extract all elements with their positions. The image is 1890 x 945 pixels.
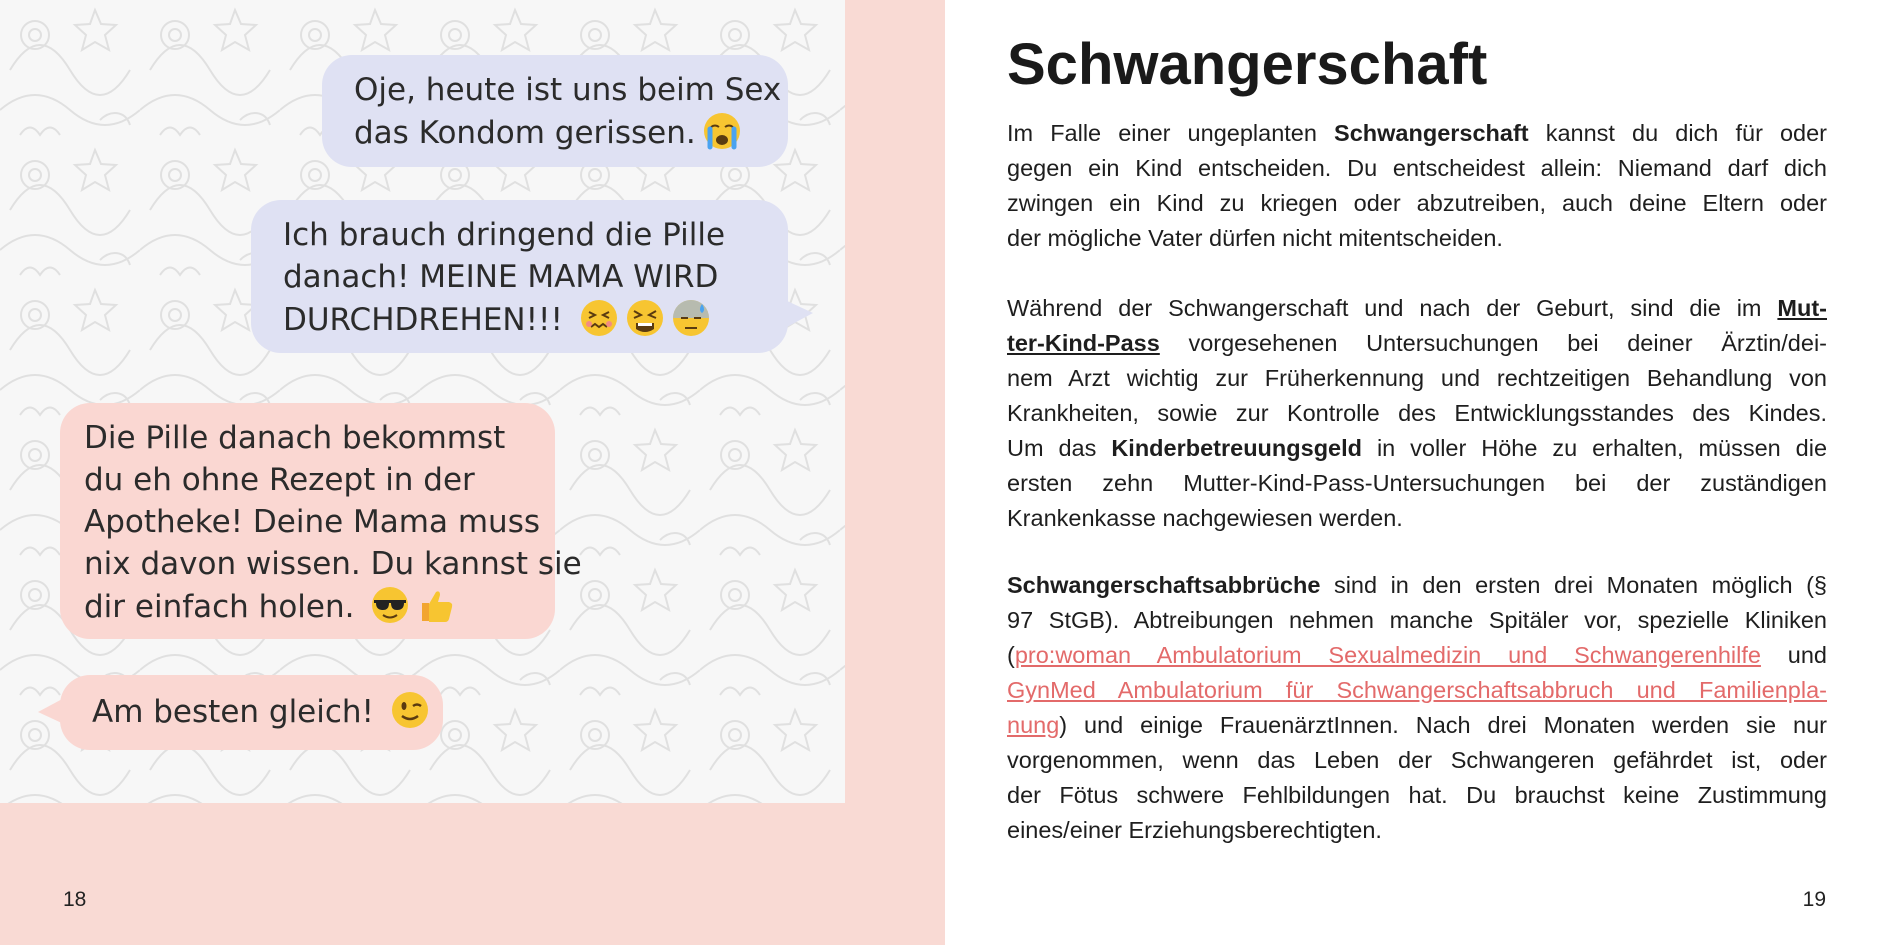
text-span: Im Falle einer ungeplanten [1007,120,1317,146]
downcast-sweat-face-icon [671,298,711,338]
winking-face-icon [390,690,430,730]
bubble-tail-sent [785,300,815,330]
message-text: Am besten gleich! [92,694,374,730]
text-span: kannst du dich für oder [1545,120,1828,146]
thumbs-up-icon [416,585,456,625]
chat-message-sent [251,200,788,353]
text-line: der Fötus schwere Fehlbildungen hat. Du brauchst keine Zustimmung [1007,782,1827,808]
paragraph-mutter-kind-pass [1007,291,1827,536]
chat-message-received [60,675,443,750]
message-text: Apotheke! Deine Mama muss [84,504,540,540]
text-line: der mögliche Vater dürfen nicht mitentscheiden. [1007,225,1503,251]
bold-term: Schwangerschaft [1334,120,1529,146]
paragraph-abortion [1007,568,1827,848]
chat-background [0,0,845,803]
text-span: in voller Höhe zu erhalten, müssen die [1376,435,1828,461]
sunglasses-face-icon [370,585,410,625]
text-line: zwingen ein Kind zu kriegen oder abzutreiben, auch deine Eltern oder [1007,190,1827,216]
message-text: das Kondom gerissen. [354,115,696,151]
bold-term: Kinderbetreuungsgeld [1111,435,1362,461]
prowoman-clinic-link[interactable]: pro:woman Ambulatorium Sexualmedizin und Schwangerenhilfe [1014,642,1761,668]
text-span: und [1787,642,1827,668]
text-span: sind in den ersten drei Monaten möglich (§ [1333,572,1827,598]
paragraph-decision [1007,116,1827,256]
right-page [945,0,1890,945]
mutter-kind-pass-term: Mut- [1777,295,1827,321]
page-title: Schwangerschaft [1007,32,1488,97]
text-span: vorgesehenen Untersuchungen bei deiner Ärztin/dei- [1188,330,1827,356]
gynmed-clinic-link[interactable]: GynMed Ambulatorium für Schwangerschaftsabbruch und Familienpla- [1007,677,1827,703]
text-line: Krankheiten, sowie zur Kontrolle des Entwicklungsstandes des Kindes. [1007,400,1827,426]
message-text: dir einfach holen. [84,589,355,625]
text-line: Krankenkasse nachgewiesen werden. [1007,505,1403,531]
text-span: Während der Schwangerschaft und nach der Geburt, sind die im [1007,295,1762,321]
text-span: ( [1007,642,1015,668]
message-text: danach! MEINE MAMA WIRD [283,259,719,295]
text-line: nem Arzt wichtig zur Früherkennung und rechtzeitigen Behandlung von [1007,365,1827,391]
text-line: 97 StGB). Abtreibungen nehmen manche Spitäler vor, spezielle Kliniken [1007,607,1827,633]
message-text: DURCHDREHEN!!! [283,302,563,338]
text-span: Um das [1007,435,1097,461]
text-line: vorgenommen, wenn das Leben der Schwangeren gefährdet ist, oder [1007,747,1827,773]
confounded-face-icon [579,298,619,338]
gynmed-clinic-link[interactable]: nung [1007,712,1060,738]
page-number: 18 [63,888,87,911]
message-text: Oje, heute ist uns beim Sex [354,72,782,108]
chat-message-received [60,403,582,639]
text-line: gegen ein Kind entscheiden. Du entscheidest allein: Niemand darf dich [1007,155,1827,181]
mutter-kind-pass-term: ter-Kind-Pass [1007,330,1160,356]
text-span: ) und einige FrauenärztInnen. Nach drei Monaten werden sie nur [1059,712,1827,738]
message-text: Ich brauch dringend die Pille [283,217,726,253]
crying-face-icon [702,111,742,151]
message-text: du eh ohne Rezept in der [84,462,475,498]
tired-face-icon [625,298,665,338]
text-line: ersten zehn Mutter-Kind-Pass-Untersuchungen bei der zuständigen [1007,470,1827,496]
text-line: eines/einer Erziehungsberechtigten. [1007,817,1382,843]
message-text: nix davon wissen. Du kannst sie [84,546,582,582]
page-number: 19 [1802,888,1826,911]
bold-term: Schwangerschaftsabbrüche [1007,572,1321,598]
chat-message-sent [322,55,788,167]
message-text: Die Pille danach bekommst [84,420,506,456]
